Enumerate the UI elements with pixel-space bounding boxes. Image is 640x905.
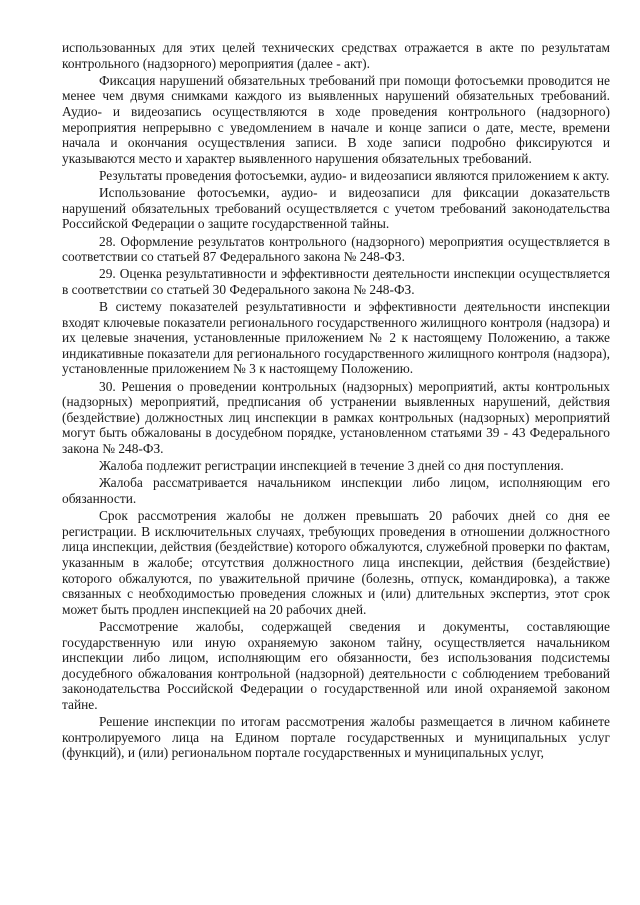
paragraph: 28. Оформление результатов контрольного (надзорного) мероприятия осуществляется в соответствии со статьей 87 Федерального закона № 248-ФЗ. <box>62 233 610 265</box>
paragraph: Рассмотрение жалобы, содержащей сведения и документы, составляющие государственную или иную охраняемую законом тайну, осуществляется начальником инспекции либо лицом, исполняющим его обязанности, без использования подсистемы досудебного обжалования контрольной (надзорной) деятельности с соблюдением требований законодательства Российской Федерации о государственной или иной охраняемой законом тайне. <box>62 618 610 712</box>
paragraph: Решение инспекции по итогам рассмотрения жалобы размещается в личном кабинете контролируемого лица на Едином портале государственных и муниципальных услуг (функций), и (или) региональном портале государственных и муниципальных услуг, <box>62 714 610 761</box>
paragraph: Срок рассмотрения жалобы не должен превышать 20 рабочих дней со дня ее регистрации. В исключительных случаях, требующих проведения в отношении должностного лица инспекции, действия (бездействие) которого обжалуются, служебной проверки по фактам, указанным в жалобе; отсутствия должностного лица инспекции, действия (бездействие) которого обжалуются, по уважительной причине (болезнь, отпуск, командировка), а также связанных с необходимостью проведения сложных и (или) длительных экспертиз, этот срок может быть продлен инспекцией на 20 рабочих дней. <box>62 508 610 617</box>
paragraph: использованных для этих целей технических средствах отражается в акте по результатам контрольного (надзорного) мероприятия (далее - акт). <box>62 40 610 71</box>
paragraph: 30. Решения о проведении контрольных (надзорных) мероприятий, акты контрольных (надзорных) мероприятий, предписания об устранении выявленных нарушений, действия (бездействие) должностных лиц инспекции в рамках контрольных (надзорных) мероприятий могут быть обжалованы в досудебном порядке, установленном статьями 39 - 43 Федерального закона № 248-ФЗ. <box>62 378 610 456</box>
paragraph: Фиксация нарушений обязательных требований при помощи фотосъемки проводится не менее чем двумя снимками каждого из выявленных нарушений обязательных требований. Аудио- и видеозапись осуществляются в ходе проведения контрольного (надзорного) мероприятия непрерывно с уведомлением в начале и конце записи о дате, месте, времени начала и окончания осуществления записи. В ходе записи подробно фиксируются и указываются место и характер выявленного нарушения обязательных требований. <box>62 72 610 166</box>
paragraph: 29. Оценка результативности и эффективности деятельности инспекции осуществляется в соответствии со статьей 30 Федерального закона № 248-ФЗ. <box>62 266 610 297</box>
document-page <box>62 40 610 762</box>
paragraph: Жалоба подлежит регистрации инспекцией в течение 3 дней со дня поступления. <box>99 458 564 474</box>
paragraph: Жалоба рассматривается начальником инспекции либо лицом, исполняющим его обязанности. <box>62 475 610 506</box>
paragraph: В систему показателей результативности и эффективности деятельности инспекции входят ключевые показатели регионального государственного жилищного контроля (надзора) и их целевые значения, установленные приложением № 2 к настоящему Положению, а также индикативные показатели для регионального государственного жилищного контроля (надзора), установленные приложением № 3 к настоящему Положению. <box>62 299 610 377</box>
paragraph: Результаты проведения фотосъемки, аудио- и видеозаписи являются приложением к акту. <box>99 167 610 183</box>
paragraph: Использование фотосъемки, аудио- и видеозаписи для фиксации доказательств нарушений обязательных требований осуществляется с учетом требований законодательства Российской Федерации о защите государственной тайны. <box>62 185 610 232</box>
